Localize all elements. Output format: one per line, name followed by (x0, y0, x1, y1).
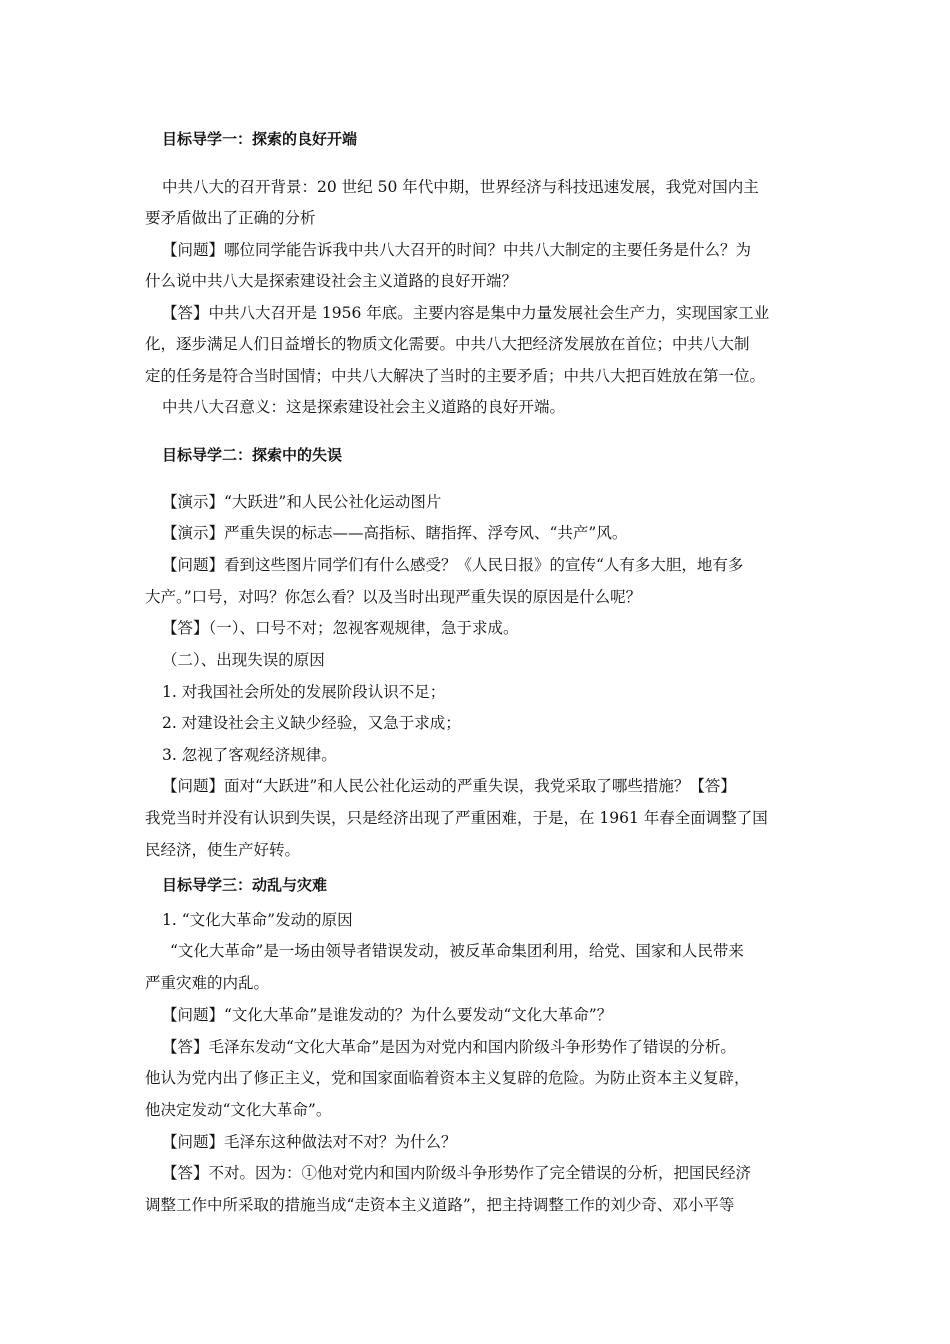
paragraph-line: 中共八大的召开背景：20 世纪 50 年代中期，世界经济与科技迅速发展，我党对国内主 (162, 178, 759, 196)
paragraph-line: 【答】毛泽东发动“文化大革命”是因为对党内和国内阶级斗争形势作了错误的分析。 (162, 1038, 736, 1056)
paragraph-line: 化，逐步满足人们日益增长的物质文化需要。中共八大把经济发展放在首位；中共八大制 (145, 335, 750, 353)
section-heading: 目标导学二：探索中的失误 (162, 446, 343, 464)
section-heading: 目标导学三：动乱与灾难 (162, 876, 328, 894)
paragraph-line: “文化大革命”是一场由领导者错误发动，被反革命集团利用，给党、国家和人民带来 (170, 942, 744, 960)
paragraph-line: 什么说中共八大是探索建设社会主义道路的良好开端？ (145, 272, 518, 290)
paragraph-line: 【问题】毛泽东这种做法对不对？为什么？ (162, 1133, 457, 1151)
paragraph-line: 他认为党内出了修正主义，党和国家面临着资本主义复辟的危险。为防止资本主义复辟， (145, 1069, 750, 1087)
paragraph-line: 定的任务是符合当时国情；中共八大解决了当时的主要矛盾；中共八大把百姓放在第一位。 (145, 367, 766, 385)
list-item: 3. 忽视了客观经济规律。 (162, 746, 337, 764)
list-item: 1. “文化大革命”发动的原因 (162, 911, 353, 929)
paragraph-line: 【答】中共八大召开是 1956 年底。主要内容是集中力量发展社会生产力，实现国家工业 (162, 304, 770, 322)
paragraph-line: 民经济，使生产好转。 (145, 841, 301, 859)
paragraph-line: 【问题】哪位同学能告诉我中共八大召开的时间？中共八大制定的主要任务是什么？为 (162, 241, 752, 259)
paragraph-line: 大产。”口号，对吗？你怎么看？以及当时出现严重失误的原因是什么呢？ (145, 588, 642, 606)
paragraph-line: 要矛盾做出了正确的分析 (145, 209, 316, 227)
paragraph-line: 【问题】看到这些图片同学们有什么感受？《人民日报》的宣传“人有多大胆，地有多 (162, 556, 744, 574)
section-heading: 目标导学一：探索的良好开端 (162, 130, 358, 148)
paragraph-line: 【问题】面对“大跃进”和人民公社化运动的严重失误，我党采取了哪些措施？【答】 (162, 777, 736, 795)
list-item: 2. 对建设社会主义缺少经验，又急于求成； (162, 714, 461, 732)
paragraph-line: 严重灾难的内乱。 (145, 974, 270, 992)
paragraph-line: 【答】不对。因为：①他对党内和国内阶级斗争形势作了完全错误的分析，把国民经济 (162, 1164, 752, 1182)
list-item: 1. 对我国社会所处的发展阶段认识不足； (162, 683, 446, 701)
paragraph-line: 中共八大召意义：这是探索建设社会主义道路的良好开端。 (162, 398, 566, 416)
paragraph-line: 【答】（一）、口号不对；忽视客观规律，急于求成。 (162, 619, 519, 637)
paragraph-line: （二）、出现失误的原因 (162, 651, 325, 669)
paragraph-line: 【演示】“大跃进”和人民公社化运动图片 (162, 493, 442, 511)
paragraph-line: 【演示】严重失误的标志——高指标、瞎指挥、浮夸风、“共产”风。 (162, 524, 628, 542)
paragraph-line: 他决定发动“文化大革命”。 (145, 1101, 332, 1119)
paragraph-line: 【问题】“文化大革命”是谁发动的？为什么要发动“文化大革命”？ (162, 1006, 613, 1024)
paragraph-line: 调整工作中所采取的措施当成“走资本主义道路”，把主持调整工作的刘少奇、邓小平等 (145, 1196, 735, 1214)
paragraph-line: 我党当时并没有认识到失误，只是经济出现了严重困难，于是，在 1961 年春全面调整了国 (145, 809, 768, 827)
